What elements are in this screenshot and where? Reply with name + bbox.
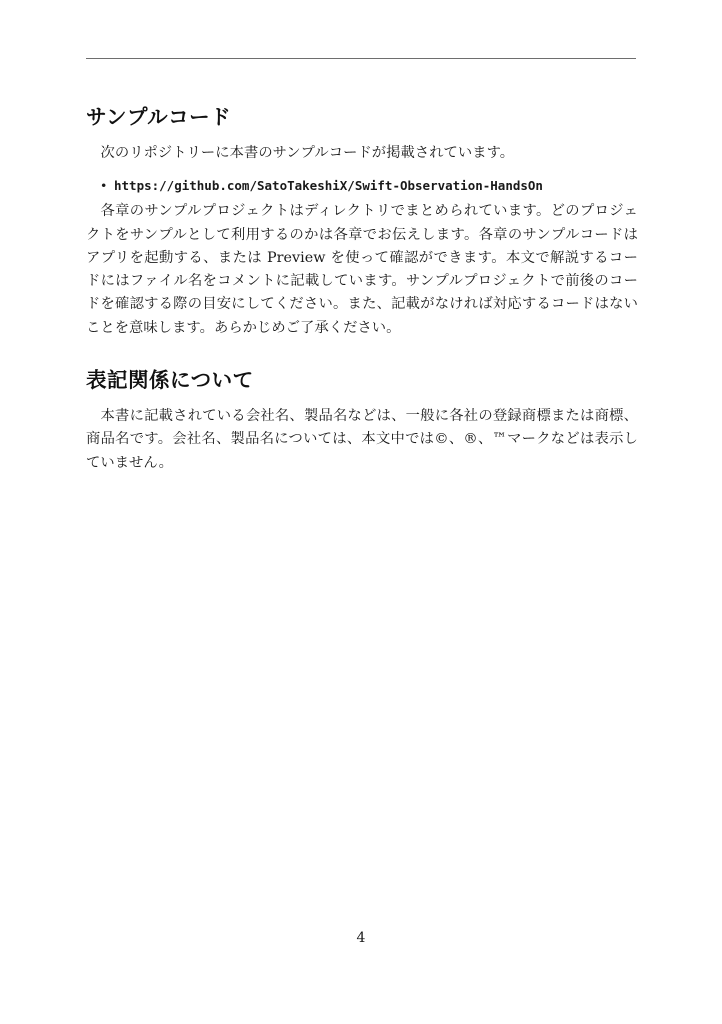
section-heading-notation: 表記関係について <box>86 368 254 393</box>
link-list <box>86 176 638 196</box>
page-number: 4 <box>356 930 366 946</box>
notation-body: 本書に記載されている会社名、製品名などは、一般に各社の登録商標または商標、商品名です。会社名、製品名については、本文中では©、®、™マークなどは表示していません。 <box>86 408 638 471</box>
list-item <box>100 176 638 196</box>
bullet-icon: • <box>100 178 108 194</box>
page-content <box>86 98 638 475</box>
section-notation <box>86 361 638 475</box>
header-rule <box>86 58 636 59</box>
section-sample-code <box>86 98 638 340</box>
sample-code-intro: 次のリポジトリーに本書のサンプルコードが掲載されています。 <box>100 145 515 161</box>
repository-url: https://github.com/SatoTakeshiX/Swift-Observation-HandsOn <box>114 178 543 194</box>
section-heading-sample-code: サンプルコード <box>86 105 232 129</box>
sample-code-body: 各章のサンプルプロジェクトはディレクトリでまとめられています。どのプロジェクトをサンプルとして利用するのかは各章でお伝えします。各章のサンプルコードはアプリを起動する、または Preview を使って確認ができます。本文で解説するコードにはファイル名をコメントに記載しています。サンプルプロジェクトで前後のコードを確認する際の目安にしてください。また、記載がなければ対応するコードはないことを意味します。あらかじめご了承ください。 <box>86 203 638 336</box>
